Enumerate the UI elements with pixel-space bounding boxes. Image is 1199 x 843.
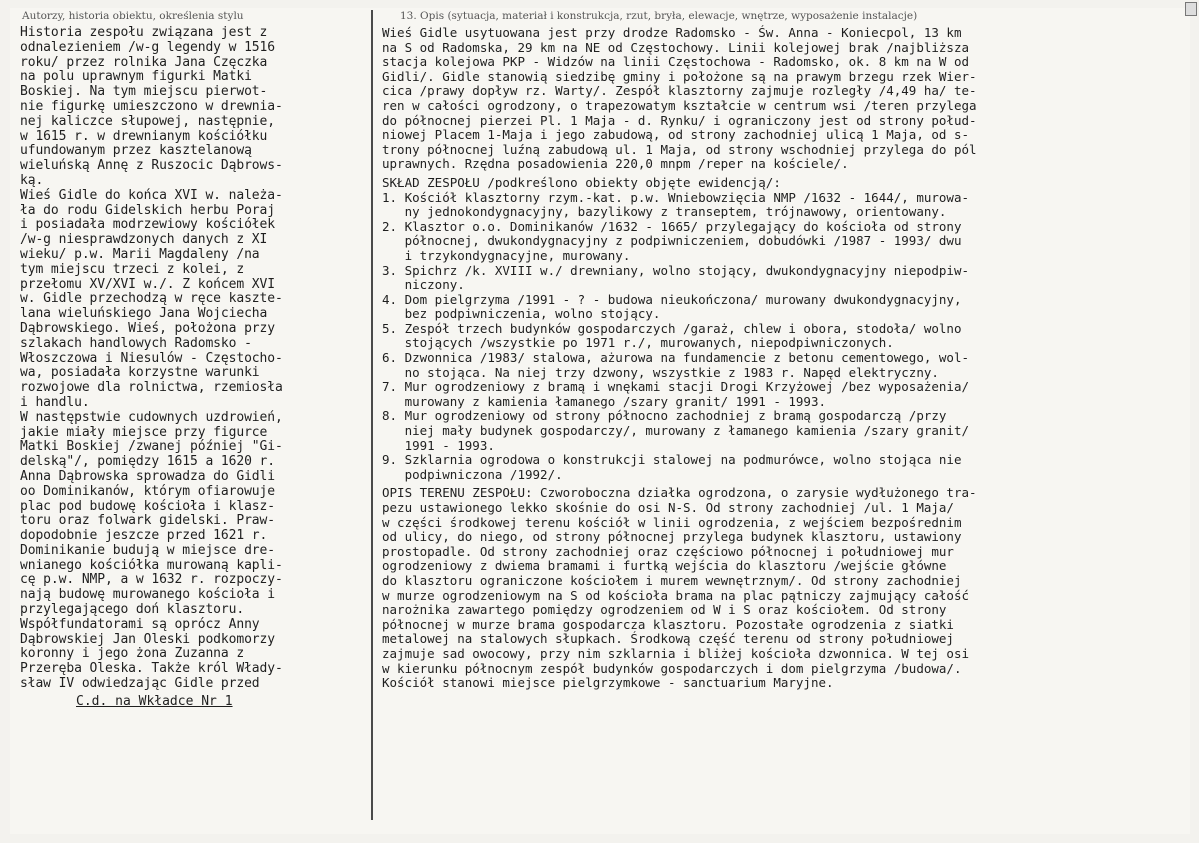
terrain-text-line: w murze ogrodzeniowym na S od kościoła brama na plac pątniczy zajmujący całość xyxy=(382,587,969,603)
history-text-line: roku/ przez rolnika Jana Częczka xyxy=(20,54,268,70)
history-text-line: wnianego kościółka murowaną kapli- xyxy=(20,557,283,573)
location-text-line: na S od Radomska, 29 km na NE od Częstochowy. Linii kolejowej brak /najbliższa xyxy=(382,39,969,55)
history-text-line: Wieś Gidle do końca XVI w. należa- xyxy=(20,187,283,203)
history-text-line: Włoszczowa i Niesulów - Częstocho- xyxy=(20,350,283,366)
history-column xyxy=(20,26,365,710)
composition-text-line: 4. Dom pielgrzyma /1991 - ? - budowa nieukończona/ murowany dwukondygnacyjny, xyxy=(382,291,962,307)
composition-text-line: 7. Mur ogrodzeniowy z bramą i wnękami stacji Drogi Krzyżowej /bez wyposażenia/ xyxy=(382,379,969,395)
history-text-line: lana wieluńskiego Jana Wojciecha xyxy=(20,306,268,322)
composition-text-line: stojących /wszystkie po 1971 r./, murowanych, niepodpiwniczonych. xyxy=(382,335,894,351)
history-text-line: i handlu. xyxy=(20,394,90,410)
composition-text-line: północnej, dwukondygnacyjny z podpiwniczeniem, dobudówki /1987 - 1993/ dwu xyxy=(382,233,962,249)
history-text-line: Przeręba Oleska. Także król Włady- xyxy=(20,661,283,677)
composition-text-line: murowany z kamienia łamanego /szary granit/ 1991 - 1993. xyxy=(382,393,827,409)
history-text-line: Dominikanie budują w miejsce dre- xyxy=(20,542,275,558)
composition-list xyxy=(382,176,1190,482)
location-description xyxy=(382,26,1190,172)
composition-text-line: 9. Szklarnia ogrodowa o konstrukcji stalowej na podmurówce, wolno stojąca nie xyxy=(382,452,962,468)
location-text-line: niowej Placem 1-Maja i jego zabudową, od strony zachodniej ulicą 1 Maja, od s- xyxy=(382,127,969,143)
composition-text-line: SKŁAD ZESPOŁU /podkreślono obiekty objęte ewidencją/: xyxy=(382,174,781,190)
location-text-line: uprawnych. Rzędna posadowienia 220,0 mnpm /reper na kościele/. xyxy=(382,156,849,172)
history-text-line: nie figurkę umieszczono w drewnia- xyxy=(20,98,283,114)
history-text-line: i posiadała modrzewiowy kościółek xyxy=(20,217,275,233)
continuation-note: C.d. na Wkładce Nr 1 xyxy=(76,693,233,709)
history-text-line: W następstwie cudownych uzdrowień, xyxy=(20,409,283,425)
terrain-text-line: prostopadle. Od strony zachodniej oraz częściowo północnej i południowej mur xyxy=(382,543,954,559)
terrain-text-line: pezu ustawionego lekko skośnie do osi N-S. Od strony zachodniej /ul. 1 Maja/ xyxy=(382,500,954,515)
composition-text-line: bez podpiwniczenia, wolno stojący. xyxy=(382,306,661,322)
composition-text-line: 2. Klasztor o.o. Dominikanów /1632 - 1665/ przylegający do kościoła od strony xyxy=(382,218,962,234)
history-text-line: Matki Boskiej /zwanej później "Gi- xyxy=(20,439,283,455)
terrain-text-line: od ulicy, do niego, od strony północnej przylega budynek klasztoru, ustawiony xyxy=(382,529,962,545)
column-divider xyxy=(371,10,373,820)
right-column-header: 13. Opis (sytuacja, materiał i konstrukcja, rzut, bryła, elewacje, wnętrze, wyposażenie instalacje) xyxy=(400,10,918,22)
left-column-header: Autorzy, historia obiektu, określenia stylu xyxy=(22,10,244,22)
history-text-line: cę p.w. NMP, a w 1632 r. rozpoczy- xyxy=(20,572,283,588)
terrain-description xyxy=(382,486,1190,690)
location-text-line: cica /prawy dopływ rz. Warty/. Zespół klasztorny zajmuje rozległy /4,49 ha/ te- xyxy=(382,83,977,99)
composition-text-line: 1. Kościół klasztorny rzym.-kat. p.w. Wniebowzięcia NMP /1632 - 1644/, murowa- xyxy=(382,189,969,205)
history-text-line: ką. xyxy=(20,172,44,188)
history-text-line: jakie miały miejsce przy figurce xyxy=(20,424,268,440)
history-text-line: wieku/ p.w. Marii Magdaleny /na xyxy=(20,246,260,262)
terrain-text-line: metalowej na stalowych słupkach. Środkową część terenu od strony południowej xyxy=(382,631,954,647)
location-text-line: do północnej pierzei Pl. 1 Maja - d. Rynku/ i ograniczony jest od strony połud- xyxy=(382,112,977,128)
composition-text-line: i trzykondygnacyjne, murowany. xyxy=(382,247,631,263)
history-text-line: wieluńską Annę z Ruszocic Dąbrows- xyxy=(20,158,283,174)
history-text-line: Historia zespołu związana jest z xyxy=(20,25,268,40)
history-text-line: na polu uprawnym figurki Matki xyxy=(20,69,252,85)
history-text-line: Dąbrowskiej Jan Oleski podkomorzy xyxy=(20,631,275,647)
composition-text-line: 8. Mur ogrodzeniowy od strony północno zachodniej z bramą gospodarczą /przy xyxy=(382,408,947,424)
history-text-line: ła do rodu Gidelskich herbu Poraj xyxy=(20,202,275,218)
location-text-line: trony północnej luźną zabudową ul. 1 Maja, od strony wschodniej przylega do pól xyxy=(382,141,977,157)
history-text-line: przylegającego doń klasztoru. xyxy=(20,602,245,618)
history-text-line: oo Dominikanów, którym ofiarowuje xyxy=(20,483,275,499)
history-text-line: nają budowę murowanego kościoła i xyxy=(20,587,275,603)
corner-mark xyxy=(1185,2,1197,16)
composition-text-line: ny jednokondygnacyjny, bazylikowy z transeptem, trójnawowy, orientowany. xyxy=(382,204,947,220)
history-text-line: w 1615 r. w drewnianym kościółku xyxy=(20,128,268,144)
terrain-text-line: OPIS TERENU ZESPOŁU: Czworoboczna działka ogrodzona, o zarysie wydłużonego tra- xyxy=(382,485,977,501)
history-text-line: przełomu XV/XVI w./. Z końcem XVI xyxy=(20,276,275,292)
composition-text-line: 3. Spichrz /k. XVIII w./ drewniany, wolno stojący, dwukondygnacyjny niepodpiw- xyxy=(382,262,969,278)
history-text-line: koronny i jego żona Zuzanna z xyxy=(20,646,245,662)
terrain-text-line: do klasztoru ograniczone kościołem i murem wewnętrznym/. Od strony zachodniej xyxy=(382,572,962,588)
composition-text-line: no stojąca. Na niej trzy dzwony, wszystkie z 1983 r. Napęd elektryczny. xyxy=(382,364,939,380)
history-text-line: wa, posiadała korzystne warunki xyxy=(20,365,260,381)
terrain-text-line: północnej w murze brama gospodarcza klasztoru. Pozostałe ogrodzenia z siatki xyxy=(382,616,954,632)
terrain-text-line: ogrodzeniowy z dwiema bramami i furtką wejścia do klasztoru /wejście główne xyxy=(382,558,947,574)
terrain-text-line: narożnika zawartego pomiędzy ogrodzeniem od W i S oraz kościołem. Od strony xyxy=(382,602,947,618)
history-text-line: nej kaliczce słupowej, następnie, xyxy=(20,113,275,129)
history-text-line: toru oraz folwark gidelski. Praw- xyxy=(20,513,275,529)
history-text-line: dopodobnie jeszcze przed 1621 r. xyxy=(20,528,268,544)
location-text-line: Gidli/. Gidle stanowią siedzibę gminy i położone są na prawym brzegu rzek Wier- xyxy=(382,68,977,84)
history-text-line: szlakach handlowych Radomsko - xyxy=(20,335,252,351)
history-text-line: Boskiej. Na tym miejscu pierwot- xyxy=(20,84,268,100)
history-text-line: Współfundatorami są oprócz Anny xyxy=(20,616,260,632)
terrain-text-line: w kierunku północnym zespół budynków gospodarczych i dom pielgrzyma /budowa/. xyxy=(382,660,962,676)
composition-text-line: niej mały budynek gospodarczy/, murowany z łamanego kamienia /szary granit/ xyxy=(382,423,969,439)
history-text-line: delską"/, pomiędzy 1615 a 1620 r. xyxy=(20,454,275,470)
location-text-line: Wieś Gidle usytuowana jest przy drodze Radomsko - Św. Anna - Koniecpol, 13 km xyxy=(382,25,962,40)
history-text-line: plac pod budowę kościoła i klasz- xyxy=(20,498,275,514)
composition-text-line: 5. Zespół trzech budynków gospodarczych /garaż, chlew i obora, stodoła/ wolno xyxy=(382,320,962,336)
history-text-line: w. Gidle przechodzą w ręce kaszte- xyxy=(20,291,283,307)
composition-text-line: podpiwniczona /1992/. xyxy=(382,466,563,482)
terrain-text-line: zajmuje sad owocowy, przy nim szklarnia i bliżej kościoła dzwonnica. W tej osi xyxy=(382,645,969,661)
history-text-line: Dąbrowskiego. Wieś, położona przy xyxy=(20,320,275,336)
history-text-line: rozwojowe dla rolnictwa, rzemiosła xyxy=(20,380,283,396)
history-text-line: tym miejscu trzeci z kolei, z xyxy=(20,261,245,277)
history-text-line: sław IV odwiedzając Gidle przed xyxy=(20,676,260,692)
composition-text-line: 6. Dzwonnica /1983/ stalowa, ażurowa na fundamencie z betonu cementowego, wol- xyxy=(382,350,969,366)
terrain-text-line: w części środkowej terenu kościół w linii ogrodzenia, z wejściem bezpośrednim xyxy=(382,514,962,530)
composition-text-line: 1991 - 1993. xyxy=(382,437,495,453)
location-text-line: stacja kolejowa PKP - Widzów na linii Częstochowa - Radomsko, ok. 8 km na W od xyxy=(382,54,969,70)
history-text-line: ufundowanym przez kasztelanową xyxy=(20,143,252,159)
history-text-line: /w-g niesprawdzonych danych z XI xyxy=(20,232,268,248)
location-text-line: ren w całości ogrodzony, o trapezowatym kształcie w centrum wsi /teren przylega xyxy=(382,97,977,113)
history-text-line: odnalezieniem /w-g legendy w 1516 xyxy=(20,39,275,55)
composition-text-line: niczony. xyxy=(382,277,465,293)
history-text-line: Anna Dąbrowska sprowadza do Gidli xyxy=(20,468,275,484)
description-column xyxy=(382,26,1190,691)
terrain-text-line: Kościół stanowi miejsce pielgrzymkowe - sanctuarium Maryjne. xyxy=(382,675,834,691)
